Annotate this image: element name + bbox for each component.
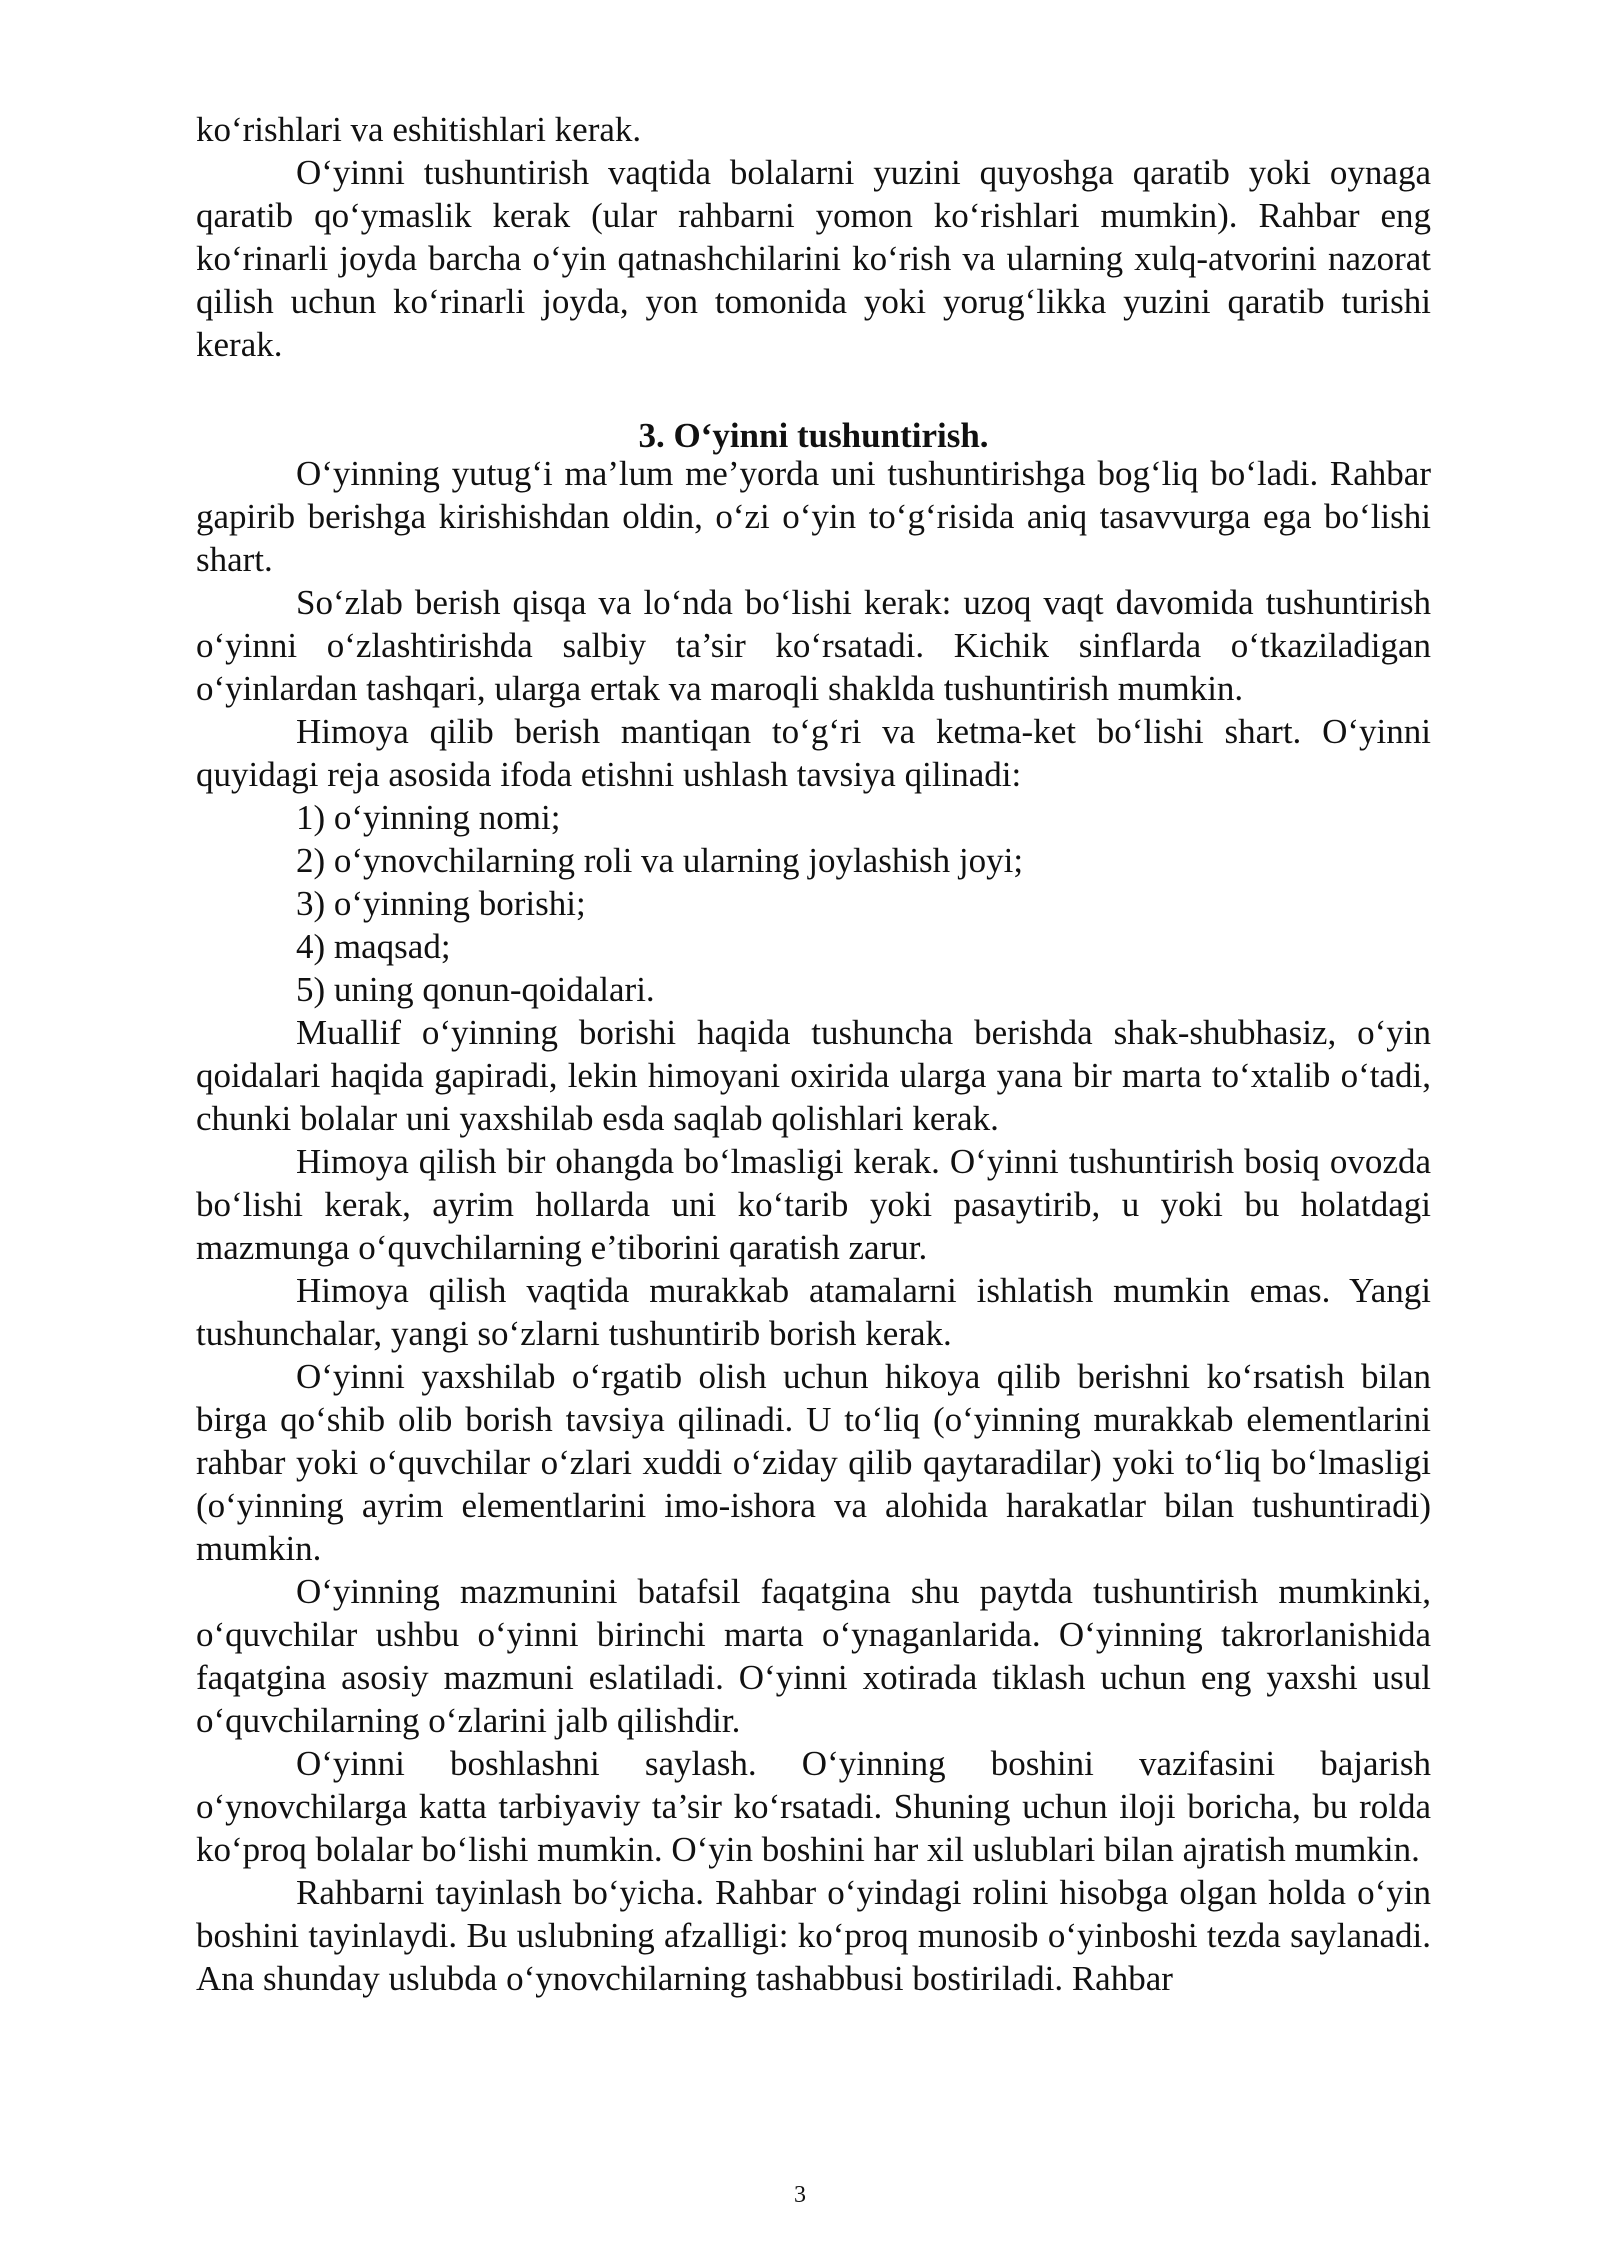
main-text-block	[196, 409, 1431, 2000]
paragraph: Himoya qilish vaqtida murakkab atamalarni ishlatish mumkin emas. Yangi tushunchalar, yangi so‘zlarni tushuntirib borish kerak.	[196, 1271, 1431, 1353]
paragraph: Himoya qilib berish mantiqan to‘g‘ri va ketma-ket bo‘lishi shart. O‘yinni quyidagi reja asosida ifoda etishni ushlash tavsiya qilinadi:	[196, 712, 1431, 794]
continued-paragraph: ko‘rishlari va eshitishlari kerak.	[196, 110, 642, 149]
page-number: 3	[794, 2182, 806, 2208]
paragraph: O‘yinni yaxshilab o‘rgatib olish uchun hikoya qilib berishni ko‘rsatish bilan birga qo‘shib olib borish tavsiya qilinadi. U to‘liq (o‘yinning murakkab elementlarini rahbar yoki o‘quvchilar o‘zlari xuddi o‘ziday qilib qaytaradilar) yoki to‘liq bo‘lmasligi (o‘yinning ayrim elementlarini imo-ishora va alohida harakatlar bilan tushuntiradi) mumkin.	[196, 1357, 1431, 1568]
list-item: 2) o‘ynovchilarning roli va ularning joylashish joyi;	[296, 841, 1024, 880]
paragraph: Muallif o‘yinning borishi haqida tushuncha berishda shak-shubhasiz, o‘yin qoidalari haqida gapiradi, lekin himoyani oxirida ularga yana bir marta to‘xtalib o‘tadi, chunki bolalar uni yaxshilab esda saqlab qolishlari kerak.	[196, 1013, 1431, 1138]
paragraph: Rahbarni tayinlash bo‘yicha. Rahbar o‘yindagi rolini hisobga olgan holda o‘yin boshini tayinlaydi. Bu uslubning afzalligi: ko‘proq munosib o‘yinboshi tezda saylanadi. Ana shunday uslubda o‘ynovchilarning tashabbusi bostiriladi. Rahbar	[196, 1873, 1431, 1998]
paragraph: So‘zlab berish qisqa va lo‘nda bo‘lishi kerak: uzoq vaqt davomida tushuntirish o‘yinni o‘zlashtirishda salbiy ta’sir ko‘rsatadi. Kichik sinflarda o‘tkaziladigan o‘yinlardan tashqari, ularga ertak va maroqli shaklda tushuntirish mumkin.	[196, 583, 1431, 708]
list-item: 4) maqsad;	[296, 927, 451, 966]
plan-list	[196, 796, 1431, 1011]
list-item: 1) o‘yinning nomi;	[296, 798, 561, 837]
top-text-block	[196, 108, 1431, 366]
paragraph: O‘yinning yutug‘i ma’lum me’yorda uni tushuntirishga bog‘liq bo‘ladi. Rahbar gapirib berishga kirishishdan oldin, o‘zi o‘yin to‘g‘risida aniq tasavvurga ega bo‘lishi shart.	[196, 454, 1431, 579]
list-item: 5) uning qonun-qoidalari.	[296, 970, 655, 1009]
paragraph: O‘yinning mazmunini batafsil faqatgina shu paytda tushuntirish mumkinki, o‘quvchilar ushbu o‘yinni birinchi marta o‘ynaganlarida. O‘yinning takrorlanishida faqatgina asosiy mazmuni eslatiladi. O‘yinni xotirada tiklash uchun eng yaxshi usul o‘quvchilarning o‘zlarini jalb qilishdir.	[196, 1572, 1431, 1740]
paragraph: O‘yinni boshlashni saylash. O‘yinning boshini vazifasini bajarish o‘ynovchilarga katta tarbiyaviy ta’sir ko‘rsatadi. Shuning uchun iloji boricha, bu rolda ko‘proq bolalar bo‘lishi mumkin. O‘yin boshini har xil uslublari bilan ajratish mumkin.	[196, 1744, 1431, 1869]
heading-spacer	[196, 409, 1431, 452]
list-item: 3) o‘yinning borishi;	[296, 884, 586, 923]
section-heading: 3. O‘yinni tushuntirish.	[638, 416, 989, 455]
paragraph: Himoya qilish bir ohangda bo‘lmasligi kerak. O‘yinni tushuntirish bosiq ovozda bo‘lishi kerak, ayrim hollarda uni ko‘tarib yoki pasaytirib, u yoki bu holatdagi mazmunga o‘quvchilarning e’tiborini qaratish zarur.	[196, 1142, 1431, 1267]
paragraph: O‘yinni tushuntirish vaqtida bolalarni yuzini quyoshga qaratib yoki oynaga qaratib qo‘ymaslik kerak (ular rahbarni yomon ko‘rishlari mumkin). Rahbar eng ko‘rinarli joyda barcha o‘yin qatnashchilarini ko‘rish va ularning xulq-atvorini nazorat qilish uchun ko‘rinarli joyda, yon tomonida yoki yorug‘likka yuzini qaratib turishi kerak.	[196, 153, 1431, 364]
